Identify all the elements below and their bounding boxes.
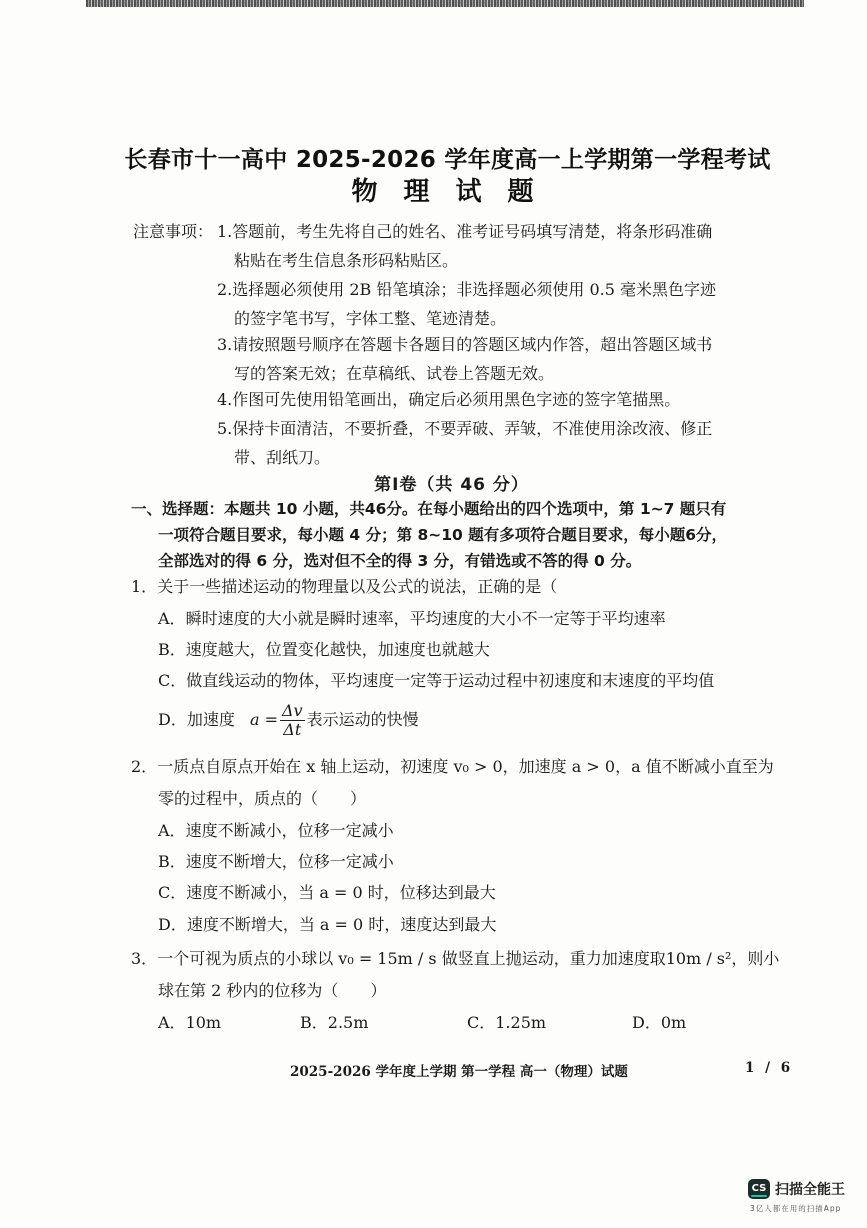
camscanner-name: 扫描全能王 [775, 1182, 845, 1198]
scan-edge-artifact [86, 0, 804, 7]
note-item-3: 3.请按照题号顺序在答题卡各题目的答题区域内作答，超出答题区域书 写的答案无效；在草稿纸、试卷上答题无效。 [217, 335, 713, 383]
question-1-option-b: B．速度越大，位置变化越快，加速度也就越大 [158, 640, 490, 659]
question-2-option-b: B．速度不断增大，位移一定减小 [158, 852, 394, 871]
question-2-option-c: C．速度不断减小，当 a = 0 时，位移达到最大 [158, 883, 496, 902]
camscanner-tagline: 3亿人都在用的扫描App [750, 1204, 842, 1213]
question-2-option-a: A．速度不断减小，位移一定减小 [158, 821, 394, 840]
page-footer-title: 2025-2026 学年度上学期 第一学程 高一（物理）试题 [290, 1064, 628, 1080]
question-2-stem-line1: 2．一质点自原点开始在 x 轴上运动，初速度 v₀ > 0，加速度 a > 0，a 值不断减小直至为 [131, 757, 774, 776]
page-number: 1 / 6 [745, 1060, 794, 1076]
question-1-stem: 1．关于一些描述运动的物理量以及公式的说法，正确的是（ [131, 577, 558, 596]
question-3-option-b: B．2.5m [300, 1013, 369, 1032]
section-title: 第Ⅰ卷（共 46 分） [374, 475, 529, 495]
exam-subject: 物理试题 [351, 177, 560, 207]
notes-label: 注意事项： [133, 222, 214, 241]
note-item-2: 2.选择题必须使用 2B 铅笔填涂；非选择题必须使用 0.5 毫米黑色字迹 的签字笔书写，字体工整、笔迹清楚。 [217, 280, 716, 328]
note-item-1: 1.答题前，考生先将自己的姓名、准考证号码填写清楚，将条形码准确 粘贴在考生信息条形码粘贴区。 [217, 222, 713, 270]
question-2-stem-line2: 零的过程中，质点的（ ） [158, 789, 367, 808]
note-item-5: 5.保持卡面清洁，不要折叠，不要弄破、弄皱，不准使用涂改液、修正 带、刮纸刀。 [217, 419, 713, 467]
question-2-option-d: D．速度不断增大，当 a = 0 时，速度达到最大 [158, 915, 497, 934]
camscanner-logo-icon: CS [748, 1179, 770, 1199]
formula-lhs: a = [249, 710, 278, 729]
question-3-option-a: A．10m [158, 1013, 222, 1032]
question-3-stem-line2: 球在第 2 秒内的位移为（ ） [158, 981, 387, 1000]
question-1-option-c: C．做直线运动的物体，平均速度一定等于运动过程中初速度和末速度的平均值 [158, 671, 715, 690]
section-instructions: 一、选择题：本题共 10 小题，共46分。在每小题给出的四个选项中，第 1~7 题只有 一项符合题目要求，每小题 4 分；第 8~10 题有多项符合题目要求，每小题6分， 全部选对的得 6 分，选对但不全的得 3 分，有错选或不答的得 0 分。 [131, 500, 727, 570]
question-1-option-a: A．瞬时速度的大小就是瞬时速率，平均速度的大小不一定等于平均速率 [158, 609, 666, 628]
question-3-option-c: C．1.25m [467, 1013, 547, 1032]
camscanner-watermark [748, 1179, 858, 1219]
note-item-4: 4.作图可先使用铅笔画出，确定后必须用黑色字迹的签字笔描黑。 [217, 390, 681, 409]
acceleration-formula: $\frac{\Delta v}{\Delta t}$ [281, 701, 303, 739]
question-3-stem-line1: 3．一个可视为质点的小球以 v₀ = 15m / s 做竖直上抛运动，重力加速度取10m / s²，则小 [131, 949, 780, 968]
question-3-option-d: D．0m [632, 1013, 687, 1032]
exam-title: 长春市十一高中 2025-2026 学年度高一上学期第一学程考试 [124, 147, 771, 173]
question-1-option-d: D．加速度 a = $\frac{\Delta v}{\Delta t}$ 表示运动的快慢 [158, 701, 419, 739]
